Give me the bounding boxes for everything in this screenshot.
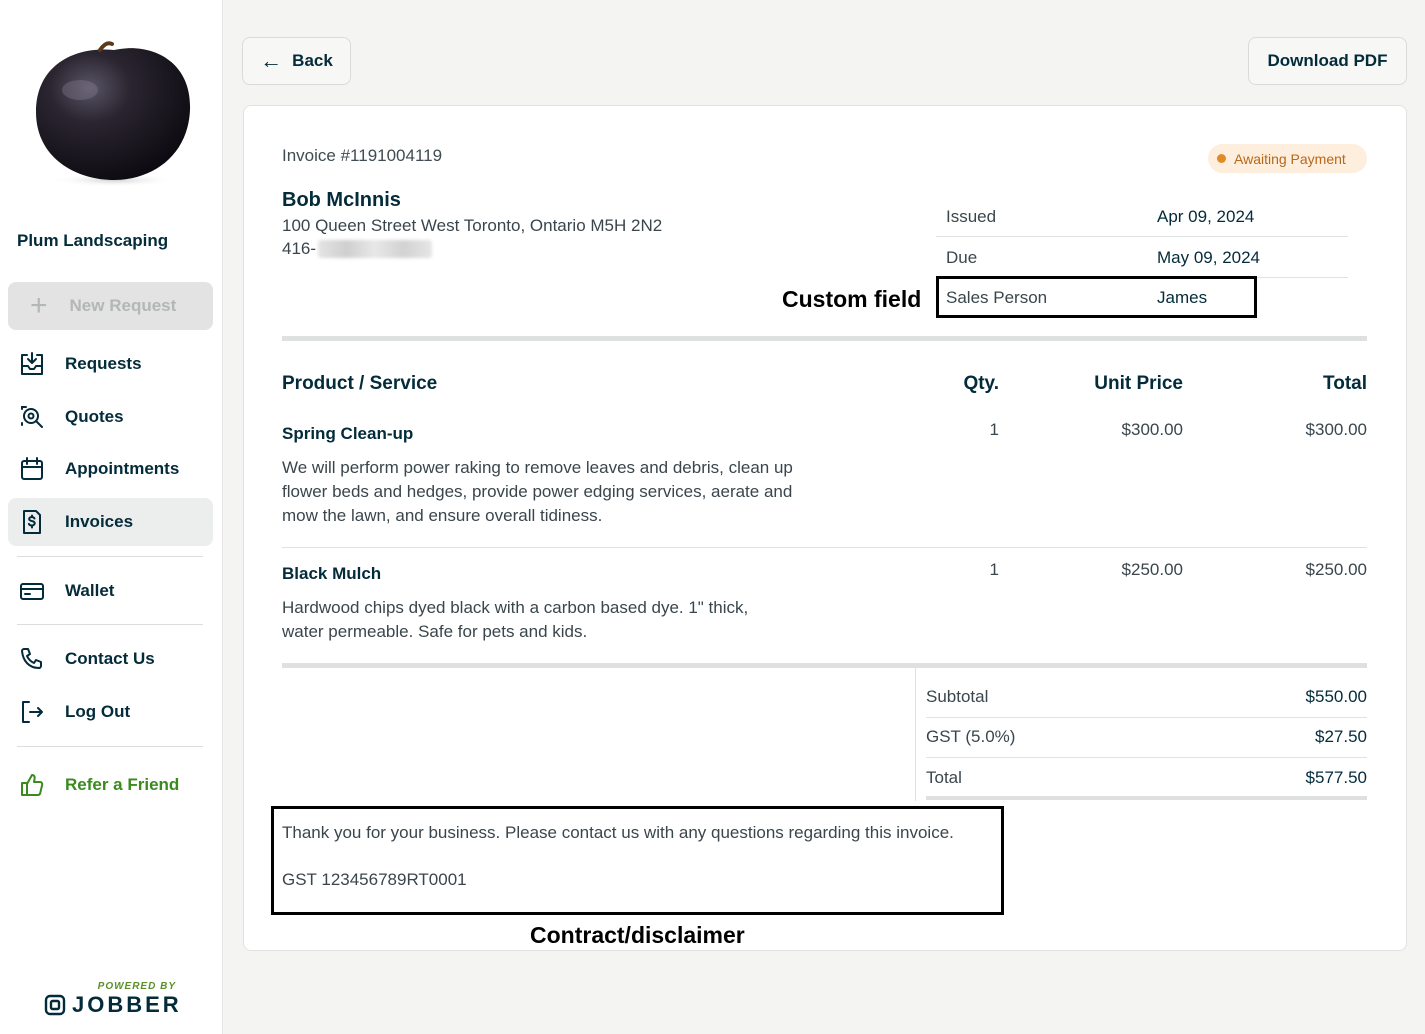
plus-icon: +: [30, 289, 48, 322]
totals-label: GST (5.0%): [926, 727, 1016, 746]
totals-value: $27.50: [1315, 727, 1367, 746]
new-request-label: New Request: [69, 296, 177, 315]
totals-bottom-divider: [926, 796, 1367, 800]
logout-icon: [18, 698, 46, 726]
meta-label: Issued: [946, 207, 997, 226]
totals-value: $550.00: [1305, 687, 1367, 706]
sidebar-item-quotes[interactable]: [8, 393, 213, 441]
line-item-name: Spring Clean-up: [282, 424, 414, 443]
meta-row-due: [936, 237, 1348, 278]
thumbs-up-icon: [18, 771, 46, 799]
line-item-description: Hardwood chips dyed black with a carbon based dye. 1" thick, water permeable. Safe for pets and kids.: [282, 598, 749, 641]
totals-value: $577.50: [1305, 768, 1367, 787]
line-item-description: We will perform power raking to remove leaves and debris, clean up flower beds and hedges, provide power edging services, aerate and mow the lawn, and ensure overall tidiness.: [282, 458, 793, 525]
meta-label: Due: [946, 248, 978, 267]
sidebar-item-label: Quotes: [65, 407, 124, 426]
meta-value: James: [1157, 288, 1208, 307]
phone-prefix: 416-: [282, 239, 317, 258]
column-header-unit-price: Unit Price: [1094, 373, 1183, 394]
column-header-total: Total: [1323, 373, 1367, 394]
line-item-total: $300.00: [1305, 420, 1367, 439]
sidebar: [0, 0, 223, 1034]
download-pdf-button[interactable]: [1248, 37, 1407, 85]
sidebar-item-label: Wallet: [65, 581, 115, 600]
back-label: Back: [292, 51, 333, 70]
sidebar-item-contact-us[interactable]: [8, 635, 213, 683]
line-item-unit-price: $300.00: [1121, 420, 1183, 439]
totals-divider: [926, 717, 1367, 718]
invoice-number: Invoice #1191004119: [282, 146, 443, 165]
quote-search-icon: [18, 403, 46, 431]
sidebar-item-label: Log Out: [65, 702, 131, 721]
sidebar-item-invoices[interactable]: [8, 498, 213, 546]
company-name: Plum Landscaping: [17, 231, 169, 250]
line-item-qty: 1: [989, 560, 999, 579]
jobber-brand: JOBBER: [72, 992, 182, 1017]
calendar-icon: [18, 455, 46, 483]
header-divider: [282, 336, 1367, 341]
sidebar-item-wallet[interactable]: [8, 567, 213, 615]
meta-label: Sales Person: [946, 288, 1048, 307]
redacted-phone: [318, 240, 432, 258]
column-header-product: Product / Service: [282, 373, 438, 394]
sidebar-item-requests[interactable]: [8, 340, 213, 388]
status-badge: [1208, 144, 1367, 173]
nav-divider: [17, 556, 203, 557]
line-item-qty: 1: [989, 420, 999, 439]
client-address: 100 Queen Street West Toronto, Ontario M5H 2N2: [282, 216, 663, 235]
download-pdf-label: Download PDF: [1267, 51, 1388, 70]
jobber-logo-icon: [44, 994, 66, 1016]
totals-label: Subtotal: [926, 687, 989, 706]
sidebar-item-label: Requests: [65, 354, 142, 373]
custom-field-highlight-box: [936, 276, 1257, 318]
powered-by-jobber: [44, 981, 184, 1018]
arrow-left-icon: ←: [260, 48, 283, 73]
sidebar-item-label: Appointments: [65, 459, 180, 478]
company-logo-plum: [30, 38, 195, 188]
sidebar-item-label: Refer a Friend: [65, 775, 180, 794]
status-text: Awaiting Payment: [1234, 150, 1346, 167]
column-header-qty: Qty.: [963, 373, 999, 394]
line-item-total: $250.00: [1305, 560, 1367, 579]
status-dot-icon: [1217, 154, 1226, 163]
new-request-button[interactable]: [8, 282, 213, 330]
client-name: Bob McInnis: [282, 189, 401, 211]
phone-icon: [18, 645, 46, 673]
sidebar-item-label: Contact Us: [65, 649, 155, 668]
meta-row-issued: [936, 196, 1348, 237]
disclaimer-text: Thank you for your business. Please contact us with any questions regarding this invoice.: [282, 823, 954, 842]
back-button[interactable]: [242, 37, 351, 85]
sidebar-item-appointments[interactable]: [8, 445, 213, 493]
line-item-name: Black Mulch: [282, 564, 382, 583]
meta-value: May 09, 2024: [1157, 248, 1261, 267]
sidebar-item-label: Invoices: [65, 512, 134, 531]
powered-by-text: POWERED BY: [97, 981, 176, 992]
totals-vertical-divider: [915, 668, 916, 801]
meta-value: Apr 09, 2024: [1157, 207, 1255, 226]
sidebar-item-log-out[interactable]: [8, 688, 213, 736]
line-item-divider: [282, 547, 1367, 548]
nav-divider: [17, 624, 203, 625]
inbox-download-icon: [18, 350, 46, 378]
client-phone: [282, 239, 432, 259]
custom-field-annotation: Custom field: [782, 286, 922, 312]
wallet-card-icon: [18, 577, 46, 605]
line-item-unit-price: $250.00: [1121, 560, 1183, 579]
invoice-dollar-icon: [18, 508, 46, 536]
nav-divider: [17, 746, 203, 747]
totals-label: Total: [926, 768, 962, 787]
sidebar-item-refer-a-friend[interactable]: [8, 761, 213, 809]
contract-disclaimer-annotation: Contract/disclaimer: [530, 922, 745, 948]
items-divider: [282, 663, 1367, 668]
gst-number: GST 123456789RT0001: [282, 870, 467, 889]
totals-divider: [926, 757, 1367, 758]
